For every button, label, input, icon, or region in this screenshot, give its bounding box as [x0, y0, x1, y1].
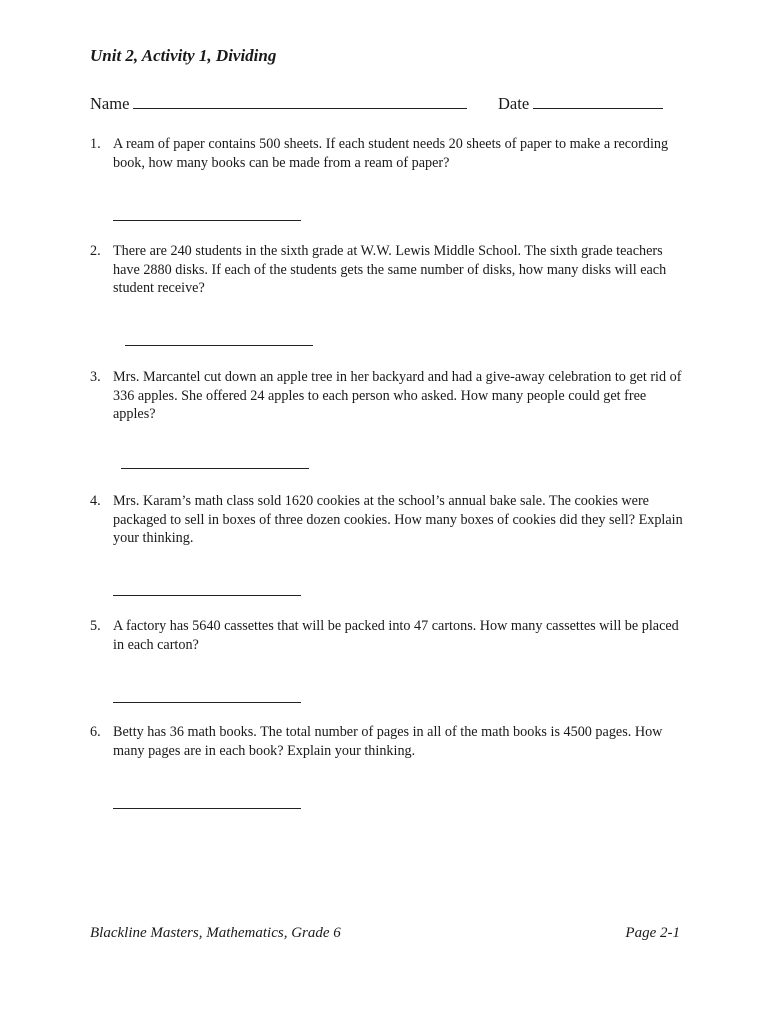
name-label: Name [90, 94, 130, 113]
answer-line-3[interactable] [121, 468, 309, 469]
question-number: 5. [90, 618, 101, 634]
question-text: Mrs. Marcantel cut down an apple tree in her backyard and had a give-away celebration to get rid of 336 apples. She offered 24 apples to each person who asked. How many people could get free apples? [113, 369, 682, 422]
question-4 [90, 492, 690, 548]
question-text: There are 240 students in the sixth grade at W.W. Lewis Middle School. The sixth grade teachers have 2880 disks. If each of the students gets the same number of disks, how many disks will each student receive? [113, 243, 667, 296]
date-label: Date [498, 94, 530, 113]
name-field [90, 94, 467, 114]
answer-line-6[interactable] [113, 808, 301, 809]
question-5 [90, 617, 690, 654]
question-3 [90, 368, 690, 424]
answer-line-5[interactable] [113, 702, 301, 703]
question-number: 2. [90, 243, 101, 259]
answer-line-2[interactable] [125, 345, 313, 346]
question-text: Mrs. Karam’s math class sold 1620 cookies at the school’s annual bake sale. The cookies were packaged to sell in boxes of three dozen cookies. How many boxes of cookies did they sell? Explain your thinking. [113, 493, 683, 546]
answer-line-4[interactable] [113, 595, 301, 596]
question-text: A ream of paper contains 500 sheets. If each student needs 20 sheets of paper to make a recording book, how many books can be made from a ream of paper? [113, 136, 669, 171]
question-text: A factory has 5640 cassettes that will be packed into 47 cartons. How many cassettes will be placed in each carton? [113, 618, 679, 653]
question-number: 6. [90, 724, 101, 740]
name-blank[interactable] [133, 96, 467, 109]
question-text: Betty has 36 math books. The total number of pages in all of the math books is 4500 pages. How many pages are in each book? Explain your thinking. [113, 724, 663, 759]
answer-line-1[interactable] [113, 220, 301, 221]
question-number: 4. [90, 493, 101, 509]
question-1 [90, 135, 690, 172]
question-number: 1. [90, 136, 101, 152]
footer-source: Blackline Masters, Mathematics, Grade 6 [90, 925, 341, 941]
question-2 [90, 242, 690, 298]
page-title: Unit 2, Activity 1, Dividing [90, 46, 277, 65]
date-field [498, 94, 663, 114]
question-number: 3. [90, 369, 101, 385]
date-blank[interactable] [533, 96, 663, 109]
page-number: Page 2-1 [625, 925, 680, 941]
question-6 [90, 723, 690, 760]
